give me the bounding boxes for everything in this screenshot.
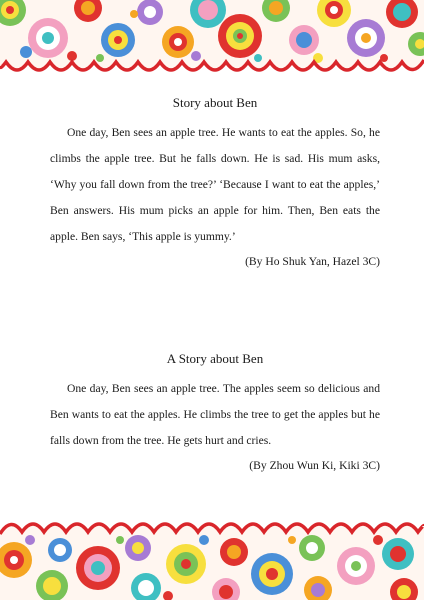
floral-border-top-icon	[0, 0, 424, 82]
story-body: One day, Ben sees an apple tree. The apples seem so delicious and Ben wants to eat the apples. He climbs the tree to get the apples but he falls down from the tree. He gets hurt and cries.	[50, 382, 380, 448]
story-title: A Story about Ben	[166, 351, 264, 366]
story-title: Story about Ben	[172, 95, 258, 110]
floral-border-bottom-icon	[0, 512, 424, 600]
top-floral-border	[0, 0, 424, 82]
story-author: (By Zhou Wun Ki, Kiki 3C)	[249, 459, 380, 473]
story-author: (By Ho Shuk Yan, Hazel 3C)	[245, 255, 380, 269]
story-body: One day, Ben sees an apple tree. He wants to eat the apples. So, he climbs the apple tree. But he falls down. He is sad. His mum asks, ‘Why you fall down from the tree?’ ‘Because I want to eat the apples,’ Ben answers. His mum picks an apple for him. Then, Ben eats the apple. Ben says, ‘This apple is yummy.’	[50, 126, 380, 244]
story-2	[50, 351, 380, 472]
story-1	[50, 95, 380, 268]
bottom-floral-border	[0, 512, 424, 600]
